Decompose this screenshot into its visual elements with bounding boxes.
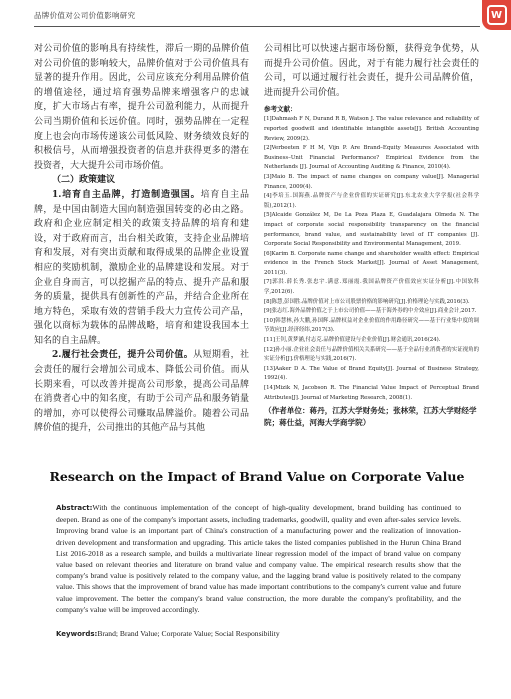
subsection-title: 1.培育自主品牌，打造制造强国。 (52, 189, 201, 200)
running-header (34, 6, 474, 24)
reference-item: [6]Karim B. Corporate name change and shareholder wealth effect: Empirical evidence in the French Stock Market[J]. Journal of Asset Management, 2011(3). (264, 250, 479, 276)
reference-item: [5]Alcaide González M, De La Poza Plaza E, Guadalajara Olmeda N. The impact of corporate social responsibility transparency on the financial performance, brand value, and sustainability level of IT companies [J]. Corporate Social Responsibility and Environmental Management, 2019. (264, 212, 479, 248)
english-title: Research on the Impact of Brand Value on Corporate Value (49, 469, 465, 484)
logo-letter: W (487, 5, 507, 25)
keywords-text: Brand; Brand Value; Corporate Value; Social Responsibility (97, 629, 280, 638)
reference-item: [7]郭洪.薛长秀.张忠宇.满意.郑丽霞.我国品牌资产价值效应实证分析[J].中国软科学,2012(6). (264, 279, 479, 296)
body-paragraph: 公司相比可以快速占据市场份额，获得竞争优势，从而提升公司价值。因此，对于有能力履行社会责任的公司，可以通过履行社会责任，提升公司品牌价值，进而提升公司价值。 (264, 44, 479, 98)
body-paragraph (34, 348, 249, 436)
subsection-body: 培育自主品牌，是中国由制造大国向制造强国转变的必由之路。政府和企业应制定相关的政策支持品牌的培育和建设，对于政府而言，出台相关政策，支持企业品牌培育和发展，对有突出贡献和取得成果的品牌企业设置相应的奖励机制，激励企业的品牌建设和发展。对于企业自身而言，可以挖掘产品的特点、提升产品和服务的质量，提供具有创新性的产品，并结合企业所在地方特色，采取有效的营销手段大力宣传公司产品，强化以商标为载体的品牌战略，培育和建设我国本土知名的自主品牌。 (34, 189, 249, 346)
english-abstract (56, 502, 461, 615)
author-affiliation: （作者单位：蒋丹，江苏大学财务处；张林荣，江苏大学财经学院；蒋仕益，河海大学商学院） (264, 406, 477, 428)
reference-item: [2]Verbeeten F H M, Vijn P. Are Brand–Equity Measures Associated with Business–Unit Financial Performance? Empirical Evidence from the Netherlands [J]. Journal of Accounting Auditing & Finance, 2010(4). (264, 145, 479, 171)
header-rule (34, 26, 480, 27)
reference-item: [1]Dahmash F N, Durand R B, Watson J. The value relevance and reliability of reported goodwill and identifiable intangible assets[J]. British Accounting Review, 2009(2). (264, 116, 479, 142)
reference-item: [13]Aaker D A. The Value of Brand Equity[J]. Journal of Business Strategy, 1992(4). (264, 365, 479, 382)
reference-item: [10]韩慧林,孙大鹏,孙国辉.品牌权益对企业价值的作用路径研究——基于行业集中度的调节效应[J].经济经纬,2017(3). (264, 317, 479, 334)
reference-item: [12]孙小丽.企业社会责任与品牌价值相关关系研究——基于全品行业消费者的实证视角的实证分析[J].价格理论与实践,2016(7). (264, 346, 479, 363)
references-title: 参考文献： (264, 105, 297, 114)
abstract-text: With the continuous implementation of the concept of high-quality development, brand building has continued to deepen. Brand as one of the company's important assets, including trademarks, goodwill, quality and even after-sales service levels. Improving brand value is an important part of China's construction of a manufacturing power and the realization of innovation-driven development and transformation and upgrading. This article takes the listed companies published in the Hurun China Brand List 2016-2018 as a research sample, and builds a multivariate linear regression model of the impact of brand value on company value based on relevant theories and literature on brand value and company value. The empirical research results show that the company's brand value is positively related to the company value, and the lagging brand value is positively related to the company value. This shows that the improvement of brand value has made important contributions to the company's current value and future value improvement. The better the company's brand value construction, the more durable the company's profitability, and the company's value will be improved accordingly. (56, 503, 461, 614)
reference-item: [11]王钊,黄梦涵,付志克.品牌价值建设与企业价值[J].财会通讯,2016(24). (264, 337, 441, 344)
body-paragraph: 对公司价值的影响具有持续性，滞后一期的品牌价值对公司价值的影响较大，品牌价值对于公司价值具有显著的提升作用。因此，公司应该充分利用品牌价值的增值途径，通过培育强势品牌来增强客户的忠诚度，扩大市场占有率，提升公司盈利能力，从而提升公司当期价值和长远价值。同时，强势品牌在一定程度上也会向市场传递该公司低风险、财务绩效良好的积极信号，从而增强投资者的信息并获得更多的潜在投资者，大大提升公司市场价值。 (34, 44, 249, 171)
reference-item: [14]Mizik N, Jacobson R. The Financial Value Impact of Perceptual Brand Attributes[J]. Journal of Marketing Research, 2008(1). (264, 385, 479, 401)
body-paragraph (34, 188, 249, 349)
reference-item: [3]Maio B. The impact of name changes on company value[J]. Managerial Finance, 2009(4). (264, 173, 479, 190)
running-title: 品牌价值对公司价值影响研究 (34, 11, 136, 20)
abstract-label: Abstract: (56, 504, 93, 512)
reference-list (264, 115, 479, 403)
reference-item: [8]陈慧,彭国胜.品牌价值对上市公司股票价格的影响研究[J].价格理论与实践,2016(3). (264, 298, 470, 305)
section-title: （二）政策建议 (52, 175, 116, 186)
left-column (34, 42, 249, 436)
right-column (264, 42, 479, 429)
app-logo-icon[interactable] (482, 0, 511, 30)
english-keywords (56, 628, 461, 640)
reference-item: [4]李培玉.国海燕.品牌资产与企业价值的实证研究[J].东北农业大学学报(社会科学版),2012(1). (264, 193, 479, 209)
reference-item: [9]张志红.海外品牌价值之于上市公司价值——基于海外券的中介效应[J].商业会计,2017. (264, 308, 477, 315)
subsection-title: 2.履行社会责任，提升公司价值。 (52, 350, 194, 361)
subsection-body: 从短期看，社会责任的履行会增加公司成本、降低公司价值。而从长期来看，可以改善并提高公司形象，提高公司品牌在消费者心中的知名度，有助于公司产品和服务销量的增加，亦可以使得公司赚取品牌溢价。随着公司品牌价值的提升，公司推出的其他产品与其他 (34, 350, 249, 434)
keywords-label: Keywords: (56, 630, 98, 638)
